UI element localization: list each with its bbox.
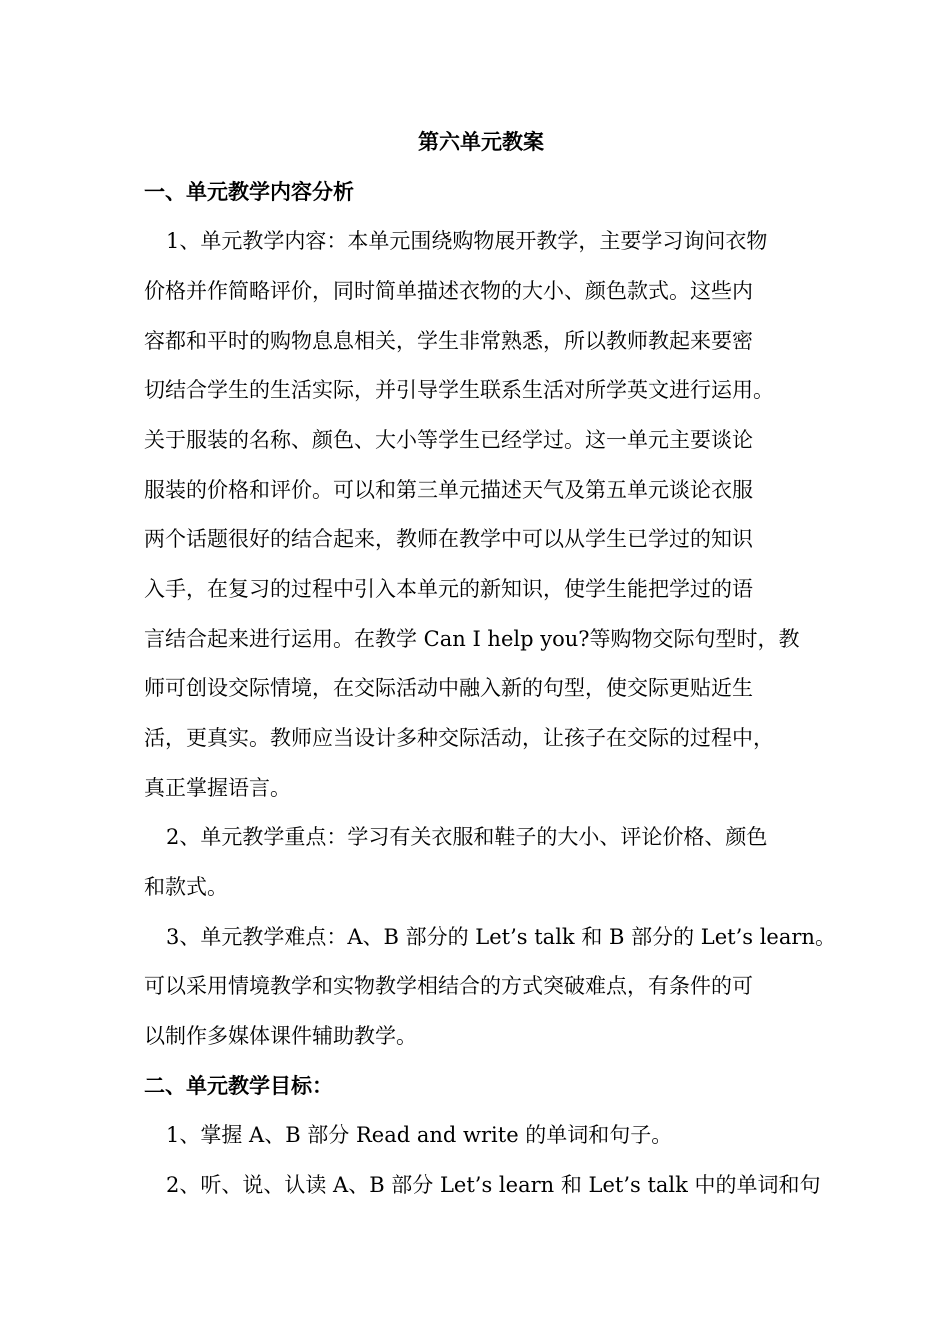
paragraph-line: 活，更真实。教师应当设计多种交际活动，让孩子在交际的过程中， [144, 726, 774, 750]
paragraph-line: 真正掌握语言。 [144, 776, 291, 800]
paragraph-line: 和款式。 [144, 875, 228, 899]
goal-item: 2、听、说、认读 A、B 部分 Let’s learn 和 Let’s talk 中的单词和句 [166, 1173, 821, 1197]
paragraph-line: 3、单元教学难点：A、B 部分的 Let’s talk 和 B 部分的 Let’s learn。 [166, 925, 836, 949]
section-heading-teaching-goals: 二、单元教学目标： [144, 1074, 333, 1098]
goal-item: 1、掌握 A、B 部分 Read and write 的单词和句子。 [166, 1123, 673, 1147]
paragraph-line: 容都和平时的购物息息相关，学生非常熟悉，所以教师教起来要密 [144, 329, 753, 353]
paragraph-line: 可以采用情境教学和实物教学相结合的方式突破难点，有条件的可 [144, 974, 753, 998]
paragraph-line: 关于服装的名称、颜色、大小等学生已经学过。这一单元主要谈论 [144, 428, 753, 452]
paragraph-line: 服装的价格和评价。可以和第三单元描述天气及第五单元谈论衣服 [144, 478, 753, 502]
section-heading-content-analysis: 一、单元教学内容分析 [144, 180, 354, 204]
paragraph-line: 两个话题很好的结合起来，教师在教学中可以从学生已学过的知识 [144, 527, 753, 551]
paragraph-line: 切结合学生的生活实际，并引导学生联系生活对所学英文进行运用。 [144, 378, 774, 402]
paragraph-line: 以制作多媒体课件辅助教学。 [144, 1024, 417, 1048]
document-title: 第六单元教案 [418, 130, 544, 154]
paragraph-line: 言结合起来进行运用。在教学 Can I help you?等购物交际句型时，教 [144, 627, 800, 651]
paragraph-line: 入手，在复习的过程中引入本单元的新知识，使学生能把学过的语 [144, 577, 753, 601]
paragraph-line: 价格并作简略评价，同时简单描述衣物的大小、颜色款式。这些内 [144, 279, 753, 303]
paragraph-line: 师可创设交际情境，在交际活动中融入新的句型，使交际更贴近生 [144, 676, 753, 700]
paragraph-line: 1、单元教学内容：本单元围绕购物展开教学，主要学习询问衣物 [166, 229, 768, 253]
paragraph-line: 2、单元教学重点：学习有关衣服和鞋子的大小、评论价格、颜色 [166, 825, 768, 849]
